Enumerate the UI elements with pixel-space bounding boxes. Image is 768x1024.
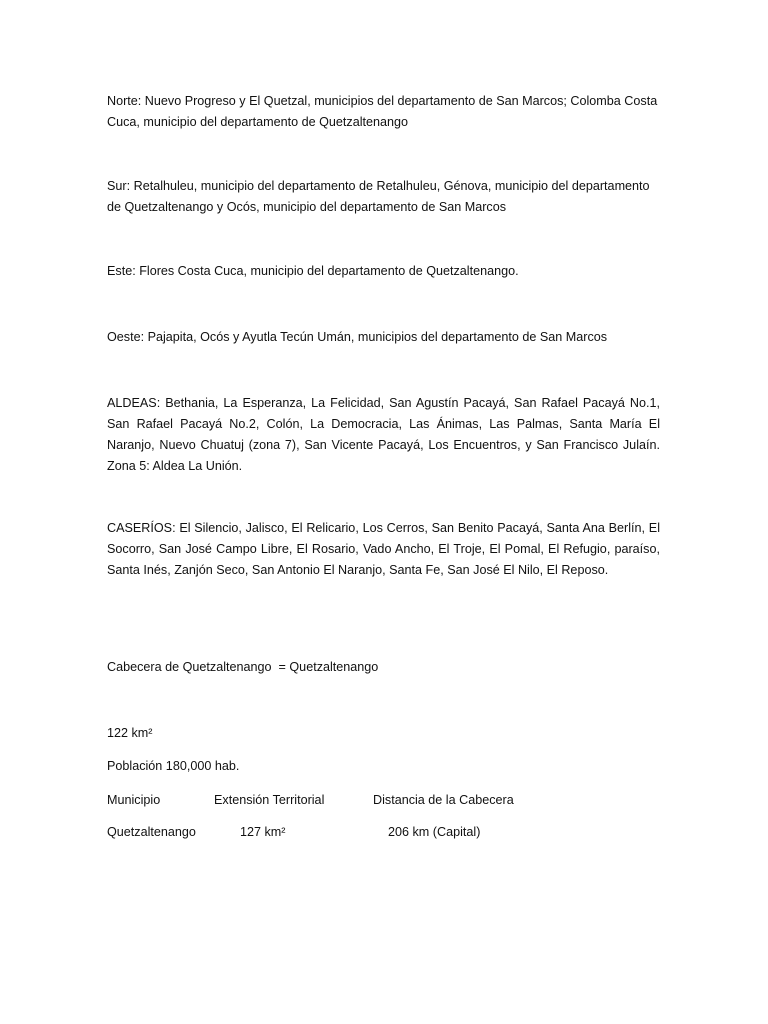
cell-extension: 127 km² (240, 825, 286, 839)
table-header-row (107, 790, 660, 811)
cell-distancia: 206 km (Capital) (388, 825, 481, 839)
table-row (107, 822, 660, 843)
header-municipio: Municipio (107, 793, 161, 807)
sur-paragraph: Sur: Retalhuleu, municipio del departamento de Retalhuleu, Génova, municipio del departamento de Quetzaltenango y Ocós, municipio del departamento de San Marcos (107, 179, 650, 214)
area-line: 122 km² (107, 726, 153, 740)
cabecera-line: Cabecera de Quetzaltenango = Quetzaltenango (107, 660, 379, 674)
header-distancia: Distancia de la Cabecera (373, 793, 514, 807)
aldeas-paragraph: ALDEAS: Bethania, La Esperanza, La Felicidad, San Agustín Pacayá, San Rafael Pacayá No.1, San Rafael Pacayá No.2, Colón, La Democracia, Las Ánimas, Las Palmas, Santa María El Naranjo, Nuevo Chuatuj (zona 7), San Vicente Pacayá, Los Encuentros, y San Francisco Julaín. Zona 5: Aldea La Unión. (107, 396, 660, 473)
caserios-paragraph: CASERÍOS: El Silencio, Jalisco, El Relicario, Los Cerros, San Benito Pacayá, Santa Ana Berlín, El Socorro, San José Campo Libre, El Rosario, Vado Ancho, El Troje, El Pomal, El Refugio, paraíso, Santa Inés, Zanjón Seco, San Antonio El Naranjo, Santa Fe, San José El Nilo, El Reposo. (107, 521, 660, 577)
norte-paragraph: Norte: Nuevo Progreso y El Quetzal, municipios del departamento de San Marcos; Colomba Costa Cuca, municipio del departamento de Quetzaltenango (107, 94, 658, 129)
este-paragraph: Este: Flores Costa Cuca, municipio del departamento de Quetzaltenango. (107, 264, 519, 278)
header-extension: Extensión Territorial (214, 793, 325, 807)
oeste-paragraph: Oeste: Pajapita, Ocós y Ayutla Tecún Umán, municipios del departamento de San Marcos (107, 330, 608, 344)
cell-municipio: Quetzaltenango (107, 825, 196, 839)
poblacion-line: Población 180,000 hab. (107, 759, 240, 773)
